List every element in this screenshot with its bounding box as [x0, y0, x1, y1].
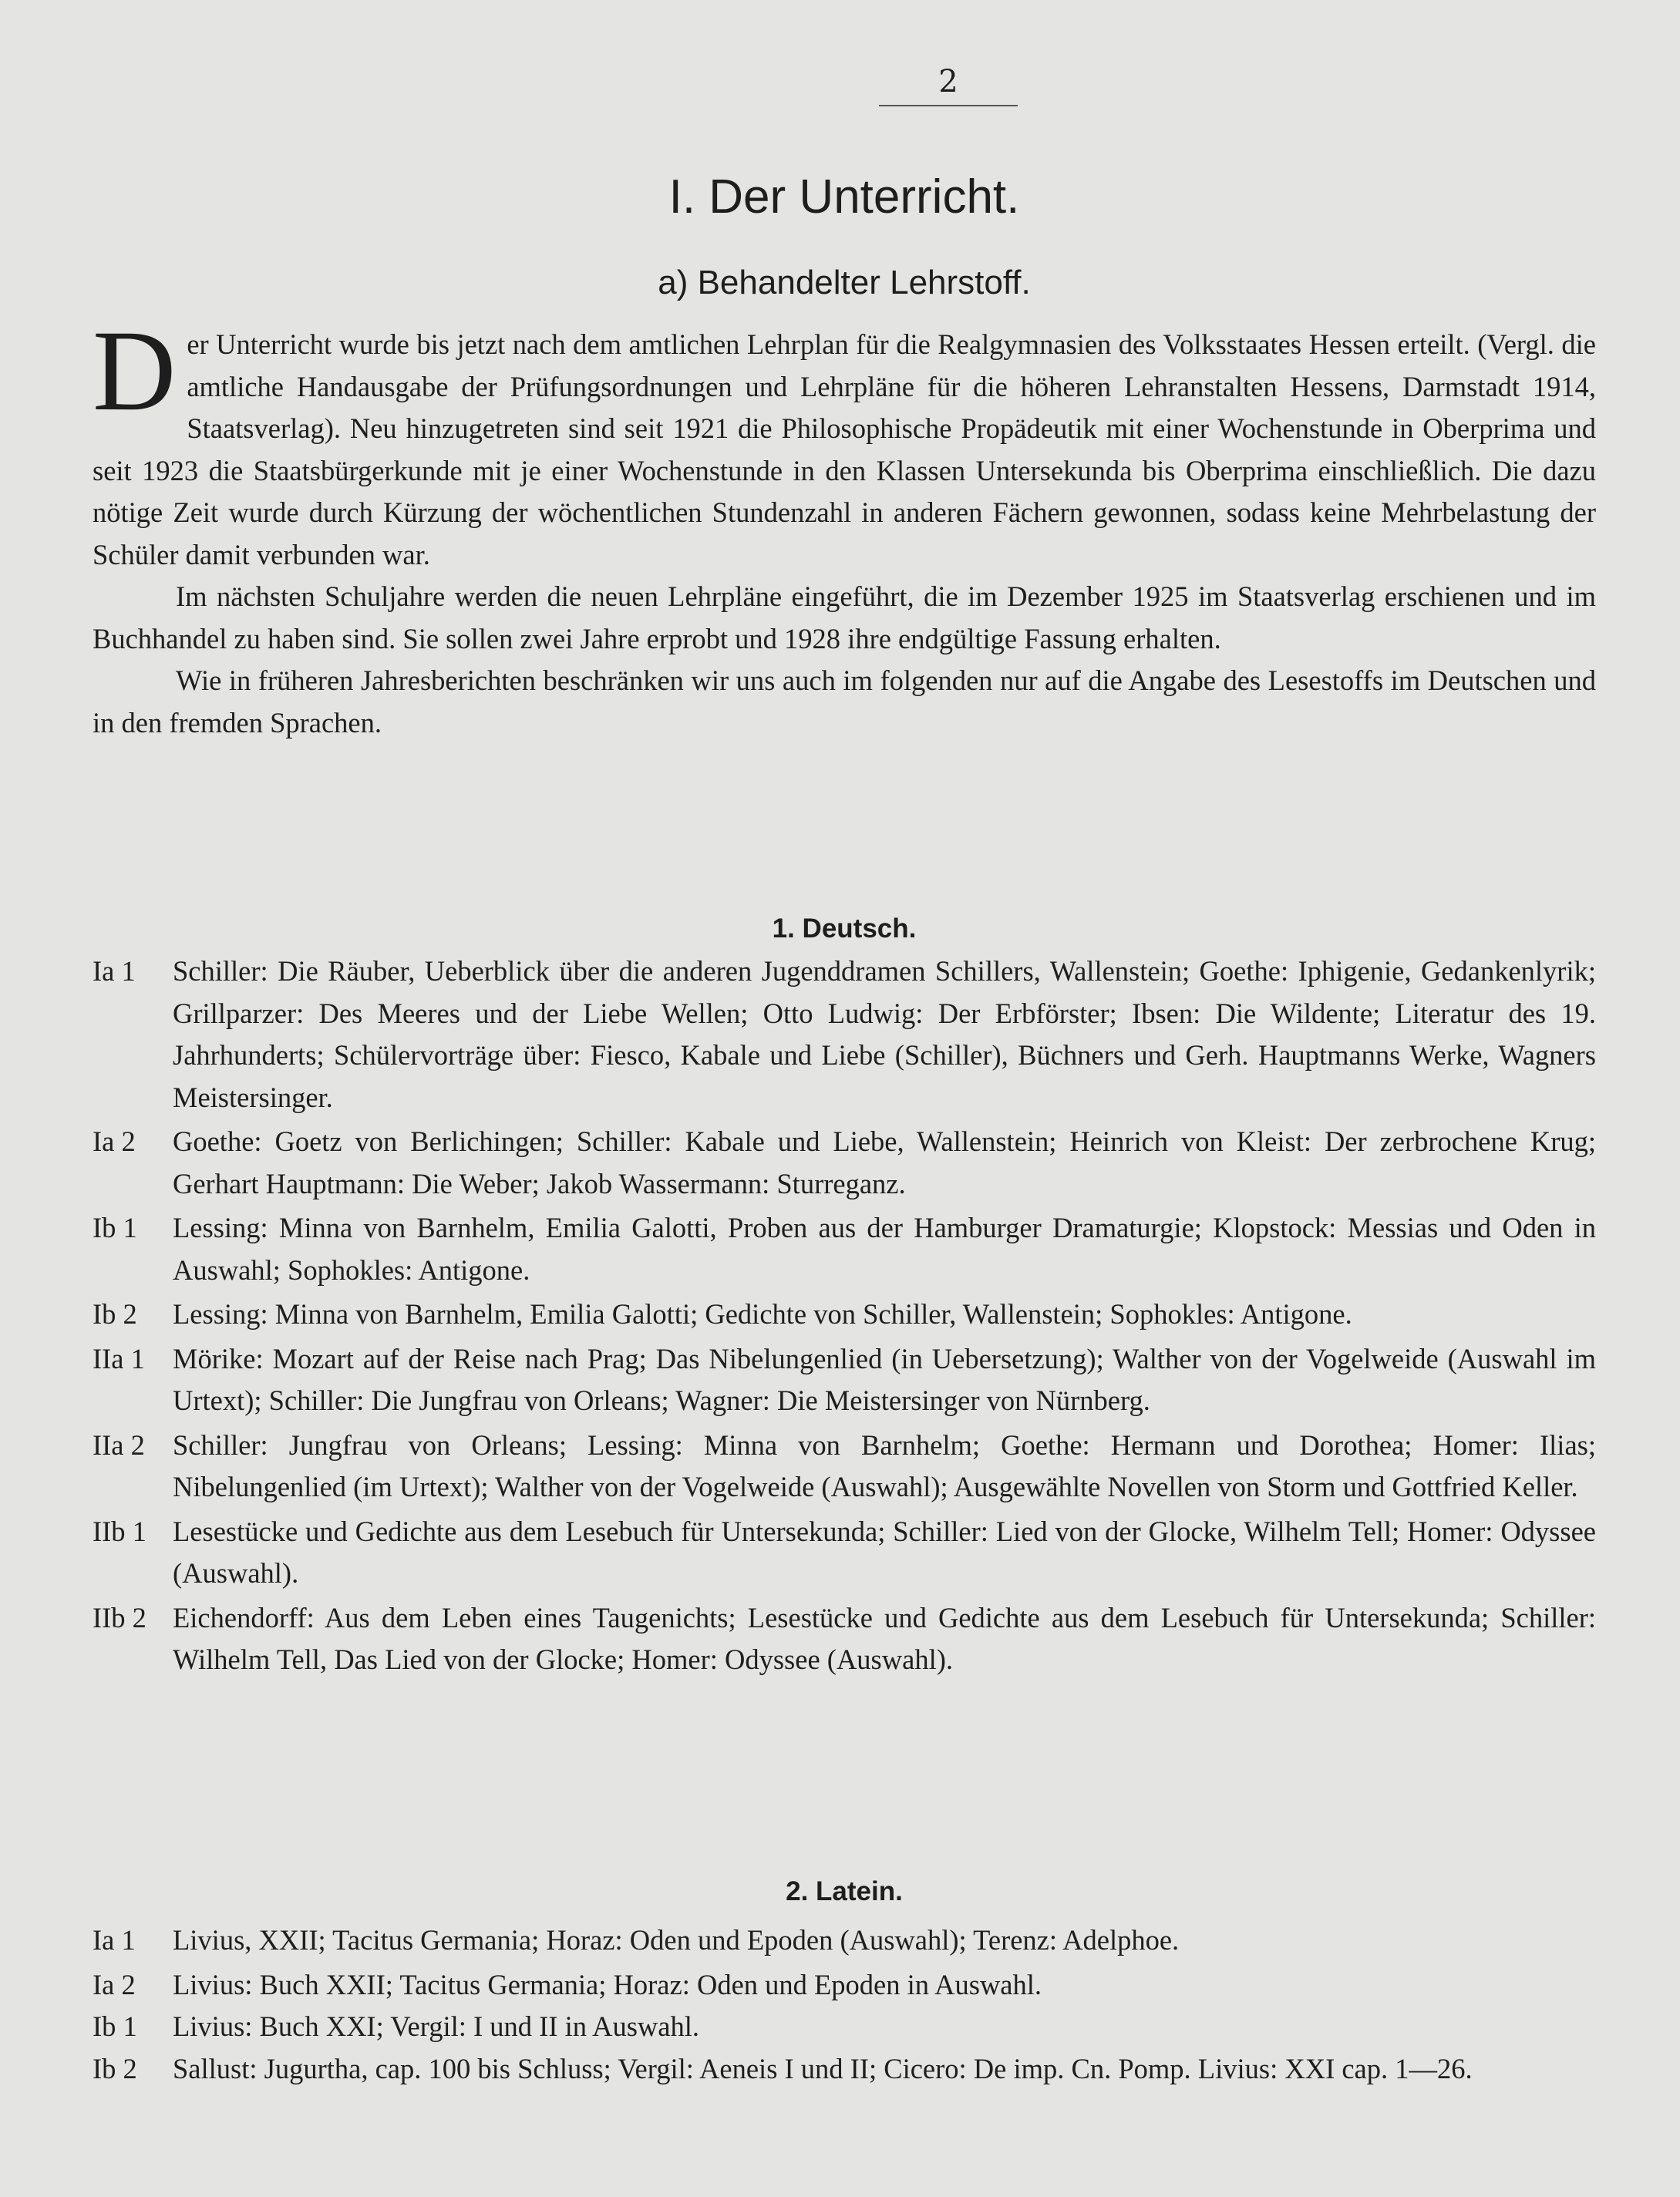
chapter-subtitle: a) Behandelter Lehrstoff.	[658, 264, 1031, 301]
intro-paragraph-3: Wie in früheren Jahresberichten beschränken wir uns auch im folgenden nur auf die Angabe des Lesestoffs im Deutschen und in den fremden Sprachen.	[93, 664, 1596, 739]
intro-paragraph-2: Im nächsten Schuljahre werden die neuen Lehrpläne eingeführt, die im Dezember 1925 im Staatsverlag erschienen und im Buchhandel zu haben sind. Sie sollen zwei Jahre erprobt und 1928 ihre endgültige Fassung erhalten.	[93, 580, 1596, 654]
reading-list: Mörike: Mozart auf der Reise nach Prag; Das Nibelungenlied (in Uebersetzung); Walther von der Vogelweide (Auswahl im Urtext); Schiller: Die Jungfrau von Orleans; Wagner: Die Meistersinger von Nürnberg.	[173, 1342, 1596, 1416]
class-label: Ia 1	[93, 955, 136, 987]
section-heading-deutsch: 1. Deutsch.	[772, 913, 917, 944]
list-item	[93, 2006, 1596, 2048]
reading-list: Livius: Buch XXII; Tacitus Germania; Horaz: Oden und Epoden in Auswahl.	[173, 1968, 1042, 2000]
intro-paragraph-1	[93, 307, 1596, 576]
reading-list: Schiller: Die Räuber, Ueberblick über die anderen Jugenddramen Schillers, Wallenstein; Goethe: Iphigenie, Gedankenlyrik; Grillparzer: Des Meeres und der Liebe Wellen; Otto Ludwig: Der Erbförster; Ibsen: Die Wildente; Literatur des 19. Jahrhunderts; Schülervorträge über: Fiesco, Kabale und Liebe (Schiller), Büchners und Gerh. Hauptmanns Werke, Wagners Meistersinger.	[173, 955, 1596, 1113]
intro-paragraph-1-text: er Unterricht wurde bis jetzt nach dem amtlichen Lehrplan für die Realgymnasien des Volksstaates Hessen erteilt. (Vergl. die amtliche Handausgabe der Prüfungsordnungen und Lehrpläne für die höheren Lehranstalten Hessens, Darmstadt 1914, Staatsverlag). Neu hinzugetreten sind seit 1921 die Philosophische Propädeutik mit einer Wochenstunde in Oberprima und seit 1923 die Staatsbürgerkunde mit je einer Wochenstunde in den Klassen Untersekunda bis Oberprima einschließlich. Die dazu nötige Zeit wurde durch Kürzung der wöchentlichen Stundenzahl in anderen Fächern gewonnen, sodass keine Mehrbelastung der Schüler damit verbunden war.	[93, 328, 1596, 570]
list-item	[93, 2048, 1596, 2091]
list-item	[93, 1919, 1596, 1962]
class-label: Ia 1	[93, 1924, 136, 1956]
list-item	[93, 1964, 1596, 2007]
list-item	[93, 1121, 1596, 1205]
class-label: IIb 2	[93, 1601, 146, 1633]
list-item	[93, 1294, 1596, 1336]
reading-list: Schiller: Jungfrau von Orleans; Lessing: Minna von Barnhelm; Goethe: Hermann und Dorothea; Homer: Ilias; Nibelungenlied (im Urtext); Walther von der Vogelweide (Auswahl); Ausgewählte Novellen von Storm und Gottfried Keller.	[173, 1428, 1596, 1502]
page-number: 2	[879, 66, 1018, 106]
deutsch-list	[93, 950, 1596, 1684]
list-item	[93, 1425, 1596, 1509]
reading-list: Livius: Buch XXI; Vergil: I und II in Auswahl.	[173, 2010, 699, 2042]
reading-list: Lessing: Minna von Barnhelm, Emilia Galotti; Gedichte von Schiller, Wallenstein; Sophokles: Antigone.	[173, 1298, 1352, 1330]
reading-list: Lessing: Minna von Barnhelm, Emilia Galotti, Proben aus der Hamburger Dramaturgie; Klopstock: Messias und Oden in Auswahl; Sophokles: Antigone.	[173, 1212, 1596, 1286]
list-item	[93, 1338, 1596, 1422]
class-label: IIb 1	[93, 1515, 146, 1547]
intro-text	[93, 307, 1596, 744]
section-heading-latein: 2. Latein.	[786, 1876, 903, 1906]
latein-list	[93, 1919, 1596, 2090]
class-label: IIa 1	[93, 1342, 145, 1374]
class-label: Ia 2	[93, 1968, 136, 2000]
class-label: Ib 2	[93, 1298, 137, 1330]
reading-list: Goethe: Goetz von Berlichingen; Schiller: Kabale und Liebe, Wallenstein; Heinrich von Kleist: Der zerbrochene Krug; Gerhart Hauptmann: Die Weber; Jakob Wassermann: Sturreganz.	[173, 1125, 1596, 1199]
chapter-title: I. Der Unterricht.	[668, 170, 1020, 224]
drop-cap: D	[93, 307, 177, 435]
class-label: Ib 2	[93, 2052, 137, 2084]
reading-list: Livius, XXII; Tacitus Germania; Horaz: Oden und Epoden (Auswahl); Terenz: Adelphoe.	[173, 1924, 1180, 1956]
list-item	[93, 1207, 1596, 1291]
list-item	[93, 1511, 1596, 1595]
class-label: IIa 2	[93, 1428, 145, 1461]
reading-list: Lesestücke und Gedichte aus dem Lesebuch für Untersekunda; Schiller: Lied von der Glocke, Wilhelm Tell; Homer: Odyssee (Auswahl).	[173, 1515, 1596, 1589]
reading-list: Eichendorff: Aus dem Leben eines Taugenichts; Lesestücke und Gedichte aus dem Lesebuch für Untersekunda; Schiller: Wilhelm Tell, Das Lied von der Glocke; Homer: Odyssee (Auswahl).	[173, 1601, 1596, 1675]
list-item	[93, 1597, 1596, 1681]
list-item	[93, 950, 1596, 1119]
class-label: Ia 2	[93, 1125, 136, 1157]
reading-list: Sallust: Jugurtha, cap. 100 bis Schluss; Vergil: Aeneis I und II; Cicero: De imp. Cn. Pomp. Livius: XXI cap. 1—26.	[173, 2052, 1473, 2084]
class-label: Ib 1	[93, 2010, 137, 2042]
class-label: Ib 1	[93, 1212, 137, 1243]
